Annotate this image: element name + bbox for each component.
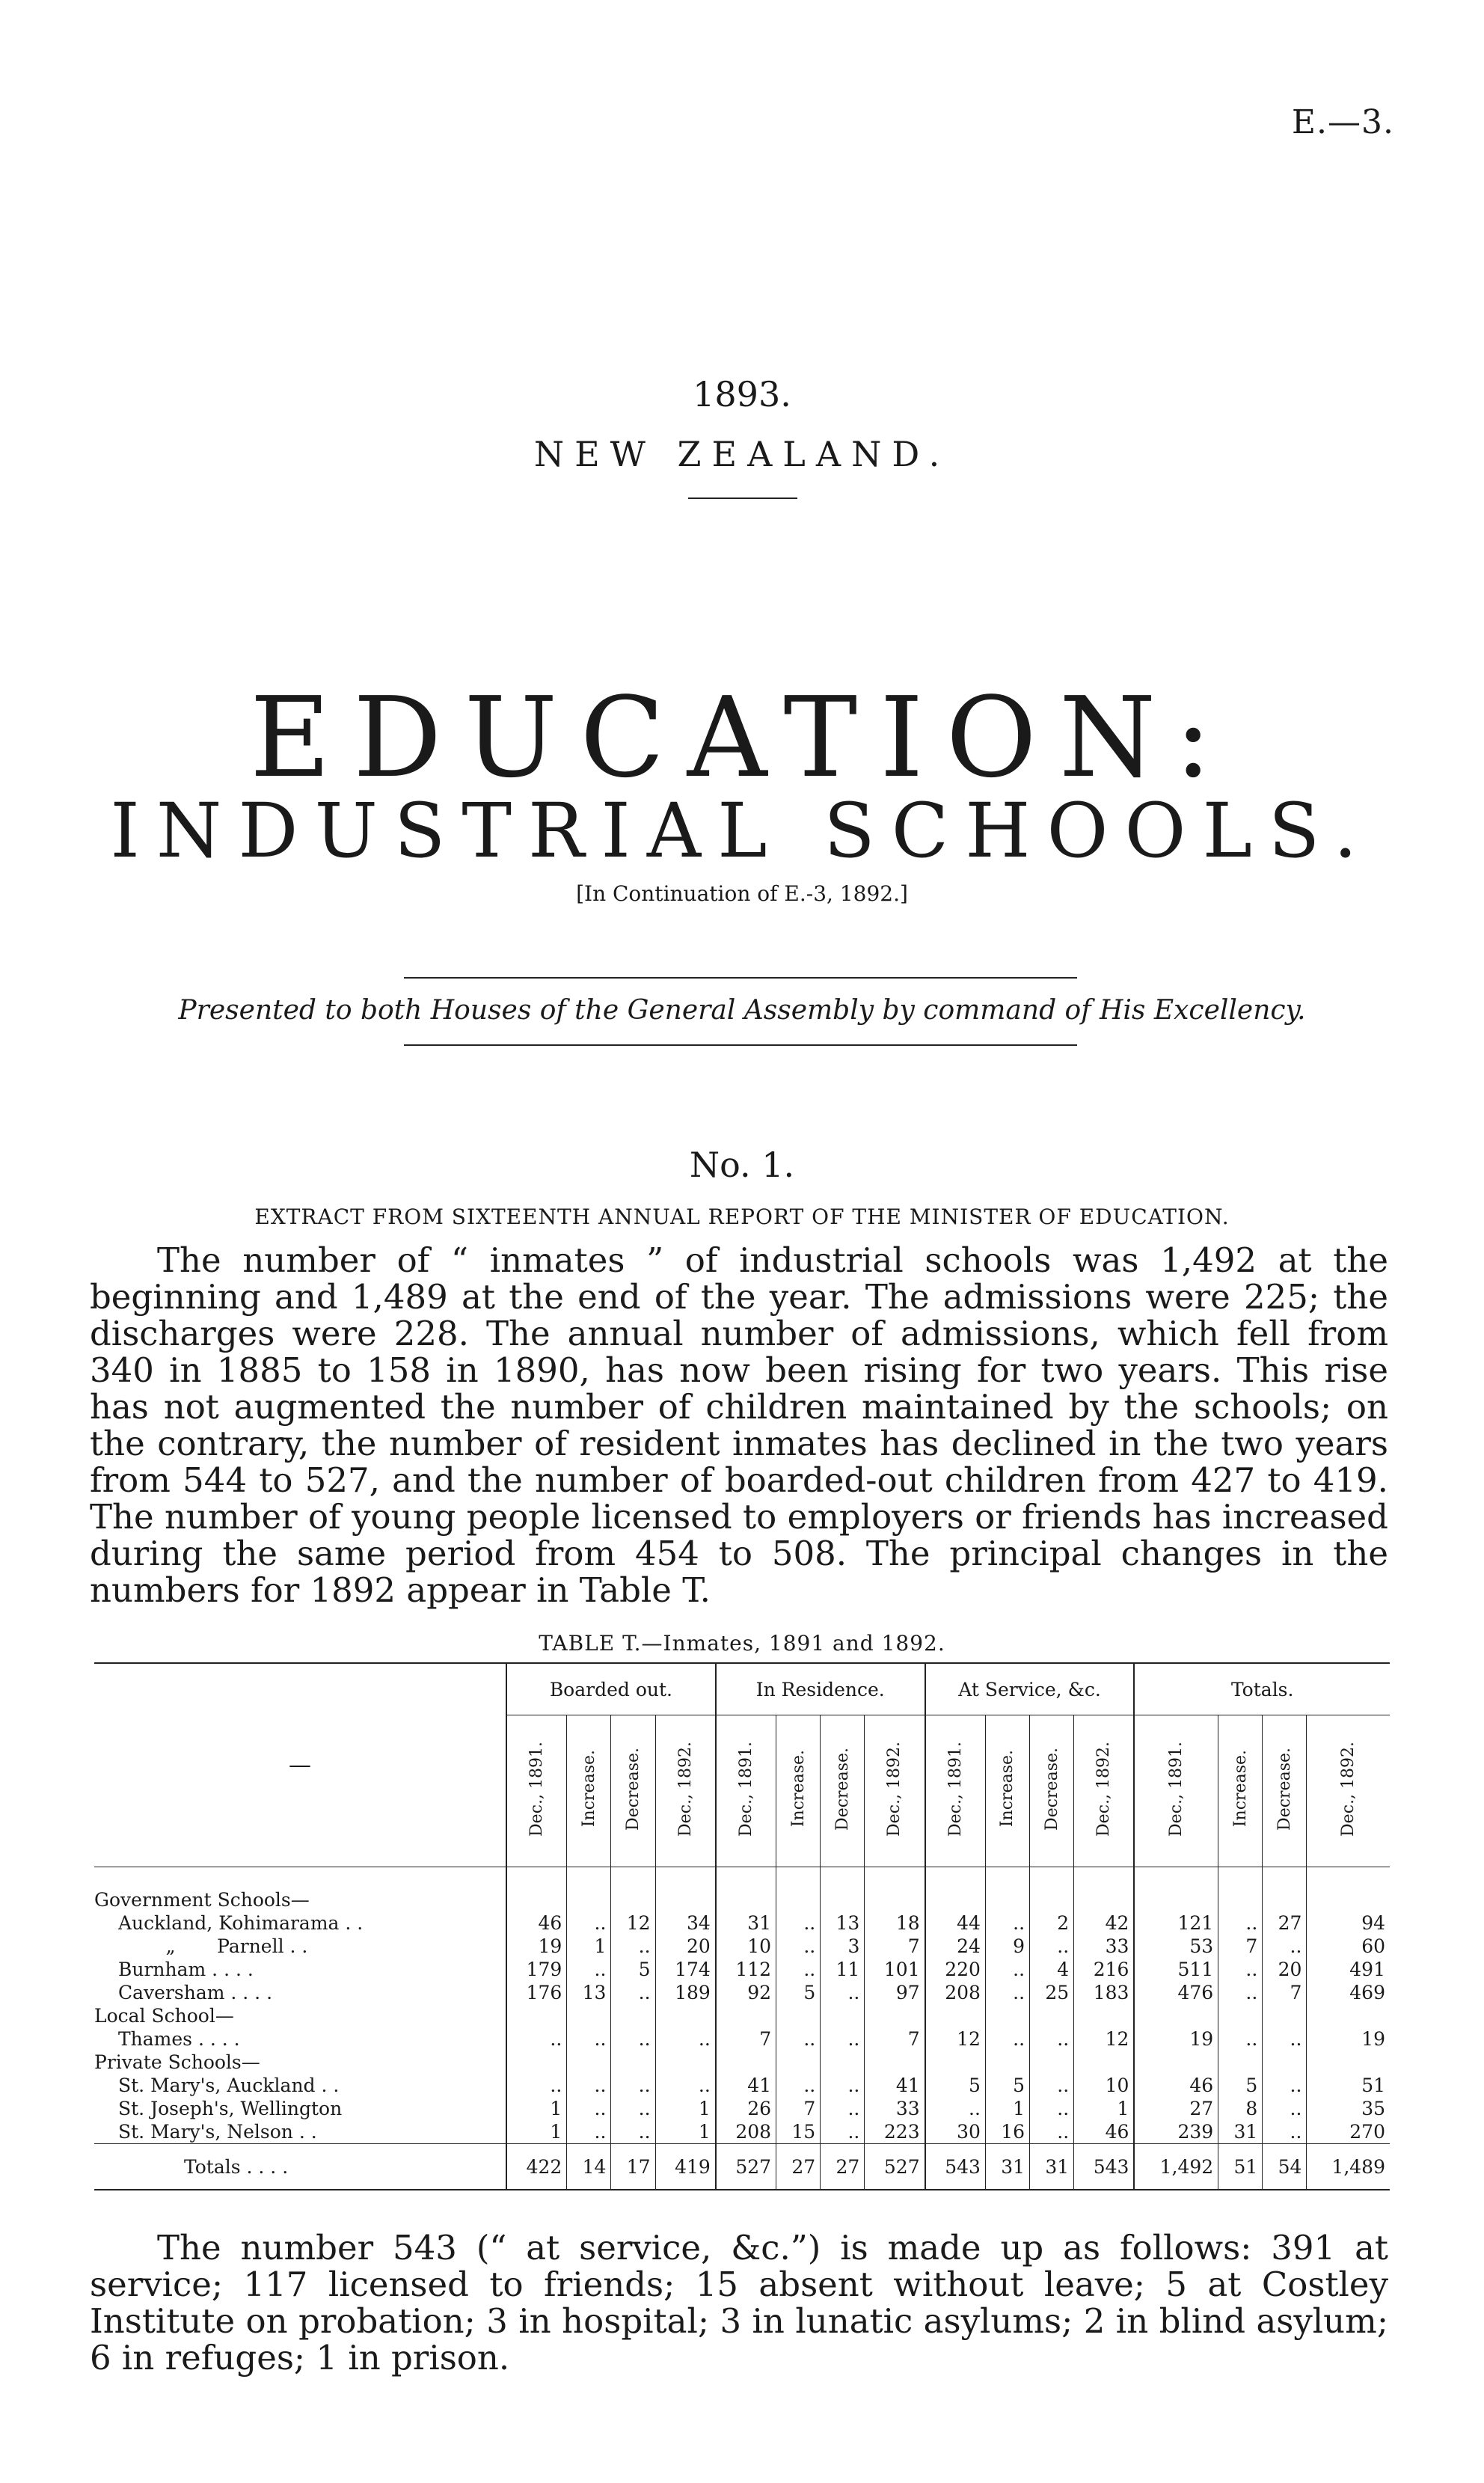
table-row <box>94 1867 1390 1912</box>
table-cell: .. <box>611 2074 655 2097</box>
table-cell: 24 <box>925 1935 986 1958</box>
table-cell: .. <box>1263 2097 1307 2120</box>
totals-cell: 17 <box>611 2144 655 2190</box>
subcol-label: Increase. <box>1230 1750 1250 1828</box>
table-cell: 5 <box>611 1958 655 1981</box>
table-cell <box>567 1867 611 1912</box>
table-cell: 15 <box>776 2120 821 2144</box>
table-cell: .. <box>1030 1935 1074 1958</box>
totals-cell: 27 <box>776 2144 821 2190</box>
subcol-label: Decrease. <box>833 1747 852 1831</box>
report-year: 1893. <box>693 374 791 414</box>
table-cell: .. <box>776 1911 821 1935</box>
table-cell: .. <box>1218 2027 1263 2051</box>
table-cell <box>1030 1867 1074 1912</box>
table-cell <box>1030 2004 1074 2027</box>
table-cell: 60 <box>1307 1935 1390 1958</box>
table-cell <box>925 2004 986 2027</box>
table-cell: 19 <box>1134 2027 1218 2051</box>
table-cell <box>506 2051 567 2074</box>
table-cell: 10 <box>1074 2074 1135 2097</box>
table-cell: .. <box>655 2027 716 2051</box>
table-cell <box>611 2004 655 2027</box>
continuation-note: [In Continuation of E.-3, 1892.] <box>576 881 908 906</box>
table-cell: 7 <box>1263 1981 1307 2004</box>
subcol-label: Increase. <box>788 1750 808 1828</box>
subcol-boarded-out-3 <box>611 1715 655 1867</box>
page-identifier: E.—3. <box>1291 103 1394 141</box>
table-cell: 20 <box>1263 1958 1307 1981</box>
presented-bottom-rule <box>404 1044 1077 1046</box>
table-cell: 10 <box>716 1935 776 1958</box>
inmates-table <box>94 1662 1390 2190</box>
row-label: Thames . . . . <box>118 2028 240 2050</box>
table-cell: .. <box>1263 2027 1307 2051</box>
table-cell: 41 <box>716 2074 776 2097</box>
table-cell <box>1218 2004 1263 2027</box>
table-cell: .. <box>567 1911 611 1935</box>
table-cell: .. <box>985 1911 1029 1935</box>
table-cell: 92 <box>716 1981 776 2004</box>
totals-cell: 527 <box>865 2144 925 2190</box>
table-cell <box>1263 2004 1307 2027</box>
table-cell: 12 <box>1074 2027 1135 2051</box>
subcol-boarded-out-1 <box>506 1715 567 1867</box>
table-cell <box>1307 2004 1390 2027</box>
table-cell: .. <box>985 2027 1029 2051</box>
subcol-totals-4 <box>1307 1715 1390 1867</box>
totals-cell: 1,489 <box>1307 2144 1390 2190</box>
table-row <box>94 1935 1390 1958</box>
row-label: St. Joseph's, Wellington <box>118 2098 343 2119</box>
table-cell: .. <box>821 2097 865 2120</box>
table-cell: 9 <box>985 1935 1029 1958</box>
subcol-at-service-1 <box>925 1715 986 1867</box>
table-cell: 1 <box>506 2097 567 2120</box>
subcol-label: Decrease. <box>623 1747 643 1831</box>
table-cell: 1 <box>567 1935 611 1958</box>
table-cell <box>1074 2004 1135 2027</box>
table-cell <box>985 2004 1029 2027</box>
subcol-at-service-3 <box>1030 1715 1074 1867</box>
table-corner: — <box>94 1663 506 1867</box>
table-cell: .. <box>567 2120 611 2144</box>
table-cell: 27 <box>1134 2097 1218 2120</box>
table-cell: 3 <box>821 1935 865 1958</box>
subcol-label: Dec., 1892. <box>1094 1741 1114 1837</box>
subcol-label: Dec., 1892. <box>1339 1741 1358 1837</box>
subcol-label: Dec., 1891. <box>736 1741 755 1837</box>
table-cell <box>567 2051 611 2074</box>
document-subtitle: INDUSTRIAL SCHOOLS. <box>110 787 1374 875</box>
table-cell <box>865 1867 925 1912</box>
table-cell <box>716 2051 776 2074</box>
totals-cell: 543 <box>925 2144 986 2190</box>
subcol-in-residence-4 <box>865 1715 925 1867</box>
table-cell <box>1307 1867 1390 1912</box>
table-cell: 208 <box>925 1981 986 2004</box>
table-cell: 33 <box>865 2097 925 2120</box>
table-cell <box>821 2004 865 2027</box>
table-cell <box>655 2004 716 2027</box>
table-cell <box>925 2051 986 2074</box>
table-cell <box>1218 2051 1263 2074</box>
subcol-totals-3 <box>1263 1715 1307 1867</box>
group-in-residence: In Residence. <box>716 1663 925 1715</box>
table-cell <box>506 1867 567 1912</box>
table-cell: 5 <box>776 1981 821 2004</box>
table-cell <box>776 2051 821 2074</box>
row-label: Local School— <box>94 2005 234 2027</box>
table-cell: .. <box>611 2120 655 2144</box>
table-cell: 121 <box>1134 1911 1218 1935</box>
table-cell: 176 <box>506 1981 567 2004</box>
totals-cell: 543 <box>1074 2144 1135 2190</box>
totals-cell: 51 <box>1218 2144 1263 2190</box>
subcol-label: Increase. <box>579 1750 598 1828</box>
closing-paragraph-text: The number 543 (“ at service, &c.”) is made up as follows: 391 at service; 117 licensed to friends; 15 absent without leave; 5 at Costley Institute on probation; 3 in hospital; 3 in lunatic asylums; 2 in blind asylum; 6 in refuges; 1 in prison. <box>90 2228 1388 2378</box>
table-cell: 7 <box>865 1935 925 1958</box>
table-cell: 7 <box>776 2097 821 2120</box>
table-cell: 53 <box>1134 1935 1218 1958</box>
table-cell: 1 <box>985 2097 1029 2120</box>
table-cell: .. <box>567 2027 611 2051</box>
table-cell: 51 <box>1307 2074 1390 2097</box>
table-cell <box>925 1867 986 1912</box>
table-cell: .. <box>821 2120 865 2144</box>
section-heading: EXTRACT FROM SIXTEENTH ANNUAL REPORT OF THE MINISTER OF EDUCATION. <box>254 1204 1230 1229</box>
table-cell <box>716 1867 776 1912</box>
presented-top-rule <box>404 977 1077 979</box>
subcol-at-service-2 <box>985 1715 1029 1867</box>
totals-cell: 422 <box>506 2144 567 2190</box>
table-cell: 189 <box>655 1981 716 2004</box>
table-cell: 208 <box>716 2120 776 2144</box>
table-row <box>94 2051 1390 2074</box>
table-cell: 101 <box>865 1958 925 1981</box>
short-divider <box>688 497 797 499</box>
table-cell: 5 <box>985 2074 1029 2097</box>
table-cell <box>567 2004 611 2027</box>
row-label: St. Mary's, Nelson . . <box>118 2121 317 2143</box>
totals-cell: 54 <box>1263 2144 1307 2190</box>
table-row <box>94 2074 1390 2097</box>
table-cell: .. <box>821 1981 865 2004</box>
table-cell: 491 <box>1307 1958 1390 1981</box>
subcol-totals-2 <box>1218 1715 1263 1867</box>
table-cell: .. <box>567 2097 611 2120</box>
table-cell: .. <box>821 2027 865 2051</box>
table-cell: 19 <box>1307 2027 1390 2051</box>
table-cell <box>611 1867 655 1912</box>
table-cell <box>1307 2051 1390 2074</box>
table-cell: .. <box>506 2027 567 2051</box>
row-label: Caversham . . . . <box>118 1982 273 2003</box>
row-label: Private Schools— <box>94 2051 260 2073</box>
table-cell <box>821 2051 865 2074</box>
table-cell: .. <box>567 1958 611 1981</box>
totals-cell: 527 <box>716 2144 776 2190</box>
totals-cell: 31 <box>1030 2144 1074 2190</box>
table-cell: 94 <box>1307 1911 1390 1935</box>
table-cell: 179 <box>506 1958 567 1981</box>
table-cell: 4 <box>1030 1958 1074 1981</box>
table-cell: 7 <box>865 2027 925 2051</box>
row-label: St. Mary's, Auckland . . <box>118 2075 340 2096</box>
table-cell: .. <box>611 2027 655 2051</box>
table-cell: 44 <box>925 1911 986 1935</box>
table-cell: 5 <box>925 2074 986 2097</box>
totals-cell: 1,492 <box>1134 2144 1218 2190</box>
table-cell: .. <box>611 1935 655 1958</box>
table-cell <box>1074 2051 1135 2074</box>
table-cell: .. <box>821 2074 865 2097</box>
table-cell: .. <box>1030 2027 1074 2051</box>
document-title: EDUCATION: <box>249 673 1235 802</box>
table-cell: 20 <box>655 1935 716 1958</box>
table-cell <box>1134 1867 1218 1912</box>
table-row <box>94 2120 1390 2144</box>
table-cell: 469 <box>1307 1981 1390 2004</box>
subcol-label: Increase. <box>998 1750 1017 1828</box>
table-cell: 46 <box>1134 2074 1218 2097</box>
subcol-label: Dec., 1892. <box>675 1741 695 1837</box>
table-cell: 11 <box>821 1958 865 1981</box>
table-cell: 41 <box>865 2074 925 2097</box>
subcol-in-residence-3 <box>821 1715 865 1867</box>
table-cell <box>865 2051 925 2074</box>
table-cell: 12 <box>611 1911 655 1935</box>
subcol-label: Dec., 1892. <box>885 1741 904 1837</box>
table-cell: .. <box>985 1981 1029 2004</box>
table-cell: 112 <box>716 1958 776 1981</box>
table-cell: 1 <box>1074 2097 1135 2120</box>
table-cell: 46 <box>506 1911 567 1935</box>
totals-label: Totals . . . . <box>94 2144 506 2190</box>
intro-paragraph <box>90 1242 1388 1608</box>
table-cell: .. <box>776 2074 821 2097</box>
group-at-service: At Service, &c. <box>925 1663 1135 1715</box>
table-cell: .. <box>925 2097 986 2120</box>
table-cell: 8 <box>1218 2097 1263 2120</box>
table-cell <box>655 2051 716 2074</box>
table-cell <box>865 2004 925 2027</box>
table-cell: 34 <box>655 1911 716 1935</box>
table-cell: 1 <box>655 2120 716 2144</box>
table-cell <box>821 1867 865 1912</box>
table-row <box>94 1958 1390 1981</box>
country-name: NEW ZEALAND. <box>533 434 951 474</box>
table-cell: .. <box>776 1958 821 1981</box>
table-cell: 216 <box>1074 1958 1135 1981</box>
totals-cell: 27 <box>821 2144 865 2190</box>
table-row <box>94 2027 1390 2051</box>
table-cell: .. <box>1030 2120 1074 2144</box>
table-cell: .. <box>506 2074 567 2097</box>
subcol-label: Decrease. <box>1275 1747 1294 1831</box>
table-cell: .. <box>567 2074 611 2097</box>
table-cell <box>716 2004 776 2027</box>
table-cell: 270 <box>1307 2120 1390 2144</box>
table-cell: 27 <box>1263 1911 1307 1935</box>
table-cell: .. <box>1030 2097 1074 2120</box>
table-cell: 25 <box>1030 1981 1074 2004</box>
table-cell: .. <box>611 2097 655 2120</box>
table-cell <box>1030 2051 1074 2074</box>
table-cell <box>985 2051 1029 2074</box>
table-cell: 7 <box>716 2027 776 2051</box>
table-cell: 220 <box>925 1958 986 1981</box>
totals-row <box>94 2144 1390 2190</box>
table-cell: .. <box>1218 1911 1263 1935</box>
table-row <box>94 1911 1390 1935</box>
table-cell: .. <box>1030 2074 1074 2097</box>
table-cell <box>506 2004 567 2027</box>
table-cell: 7 <box>1218 1935 1263 1958</box>
table-cell: 183 <box>1074 1981 1135 2004</box>
table-cell <box>776 2004 821 2027</box>
table-cell <box>1074 1867 1135 1912</box>
group-boarded-out: Boarded out. <box>506 1663 716 1715</box>
table-cell <box>1134 2004 1218 2027</box>
table-cell: 511 <box>1134 1958 1218 1981</box>
table-cell <box>1218 1867 1263 1912</box>
table-cell <box>1263 2051 1307 2074</box>
subcol-label: Decrease. <box>1042 1747 1061 1831</box>
row-label: Government Schools— <box>94 1889 310 1911</box>
intro-paragraph-text: The number of “ inmates ” of industrial schools was 1,492 at the beginning and 1,489 at the end of the year. The admissions were 225; the discharges were 228. The annual number of admissions, which fell from 340 in 1885 to 158 in 1890, has now been rising for two years. This rise has not augmented the number of children maintained by the schools; on the contrary, the number of resident inmates has declined in the two years from 544 to 527, and the number of boarded-out children from 427 to 419. The number of young people licensed to employers or friends has increased during the same period from 454 to 508. The principal changes in the numbers for 1892 appear in Table T. <box>90 1240 1388 1610</box>
table-cell: 18 <box>865 1911 925 1935</box>
subcol-in-residence-2 <box>776 1715 821 1867</box>
table-cell: 2 <box>1030 1911 1074 1935</box>
table-cell: 33 <box>1074 1935 1135 1958</box>
table-row <box>94 1981 1390 2004</box>
table-cell <box>611 2051 655 2074</box>
table-cell: .. <box>1263 2074 1307 2097</box>
row-label: Auckland, Kohimarama . . <box>118 1912 364 1934</box>
table-cell: .. <box>1263 2120 1307 2144</box>
closing-paragraph <box>90 2229 1388 2376</box>
table-cell: 31 <box>1218 2120 1263 2144</box>
table-cell: 12 <box>925 2027 986 2051</box>
subcol-in-residence-1 <box>716 1715 776 1867</box>
table-cell: 5 <box>1218 2074 1263 2097</box>
subcol-at-service-4 <box>1074 1715 1135 1867</box>
table-cell: 1 <box>655 2097 716 2120</box>
table-cell: 1 <box>506 2120 567 2144</box>
table-cell <box>655 1867 716 1912</box>
subcol-label: Dec., 1891. <box>945 1741 965 1837</box>
row-label: Burnham . . . . <box>118 1959 254 1980</box>
table-cell: 97 <box>865 1981 925 2004</box>
table-cell: 13 <box>821 1911 865 1935</box>
table-cell: .. <box>1263 1935 1307 1958</box>
table-cell: 239 <box>1134 2120 1218 2144</box>
table-cell: 174 <box>655 1958 716 1981</box>
table-cell <box>1263 1867 1307 1912</box>
section-number: No. 1. <box>689 1145 795 1185</box>
totals-cell: 31 <box>985 2144 1029 2190</box>
table-cell: 30 <box>925 2120 986 2144</box>
table-cell: .. <box>776 2027 821 2051</box>
table-cell: 476 <box>1134 1981 1218 2004</box>
table-cell <box>985 1867 1029 1912</box>
table-title: TABLE T.—Inmates, 1891 and 1892. <box>539 1631 945 1656</box>
table-cell <box>776 1867 821 1912</box>
subcol-boarded-out-4 <box>655 1715 716 1867</box>
table-cell: 31 <box>716 1911 776 1935</box>
presented-line: Presented to both Houses of the General Assembly by command of His Excellency. <box>178 995 1306 1026</box>
table-row <box>94 2097 1390 2120</box>
table-cell: 223 <box>865 2120 925 2144</box>
table-cell: .. <box>985 1958 1029 1981</box>
totals-cell: 419 <box>655 2144 716 2190</box>
table-cell: 13 <box>567 1981 611 2004</box>
subcol-label: Dec., 1891. <box>527 1741 547 1837</box>
subcol-label: Dec., 1891. <box>1167 1741 1186 1837</box>
table-cell <box>1134 2051 1218 2074</box>
table-cell: .. <box>1218 1958 1263 1981</box>
table-cell: .. <box>611 1981 655 2004</box>
table-cell: 19 <box>506 1935 567 1958</box>
totals-cell: 14 <box>567 2144 611 2190</box>
table-row <box>94 2004 1390 2027</box>
table-cell: 35 <box>1307 2097 1390 2120</box>
table-cell: .. <box>655 2074 716 2097</box>
table-cell: 16 <box>985 2120 1029 2144</box>
subcol-boarded-out-2 <box>567 1715 611 1867</box>
group-totals: Totals. <box>1134 1663 1390 1715</box>
table-cell: .. <box>776 1935 821 1958</box>
table-cell: 26 <box>716 2097 776 2120</box>
table-cell: 42 <box>1074 1911 1135 1935</box>
table-cell: .. <box>1218 1981 1263 2004</box>
subcol-totals-1 <box>1134 1715 1218 1867</box>
row-label: „ Parnell . . <box>118 1935 308 1957</box>
table-cell: 46 <box>1074 2120 1135 2144</box>
